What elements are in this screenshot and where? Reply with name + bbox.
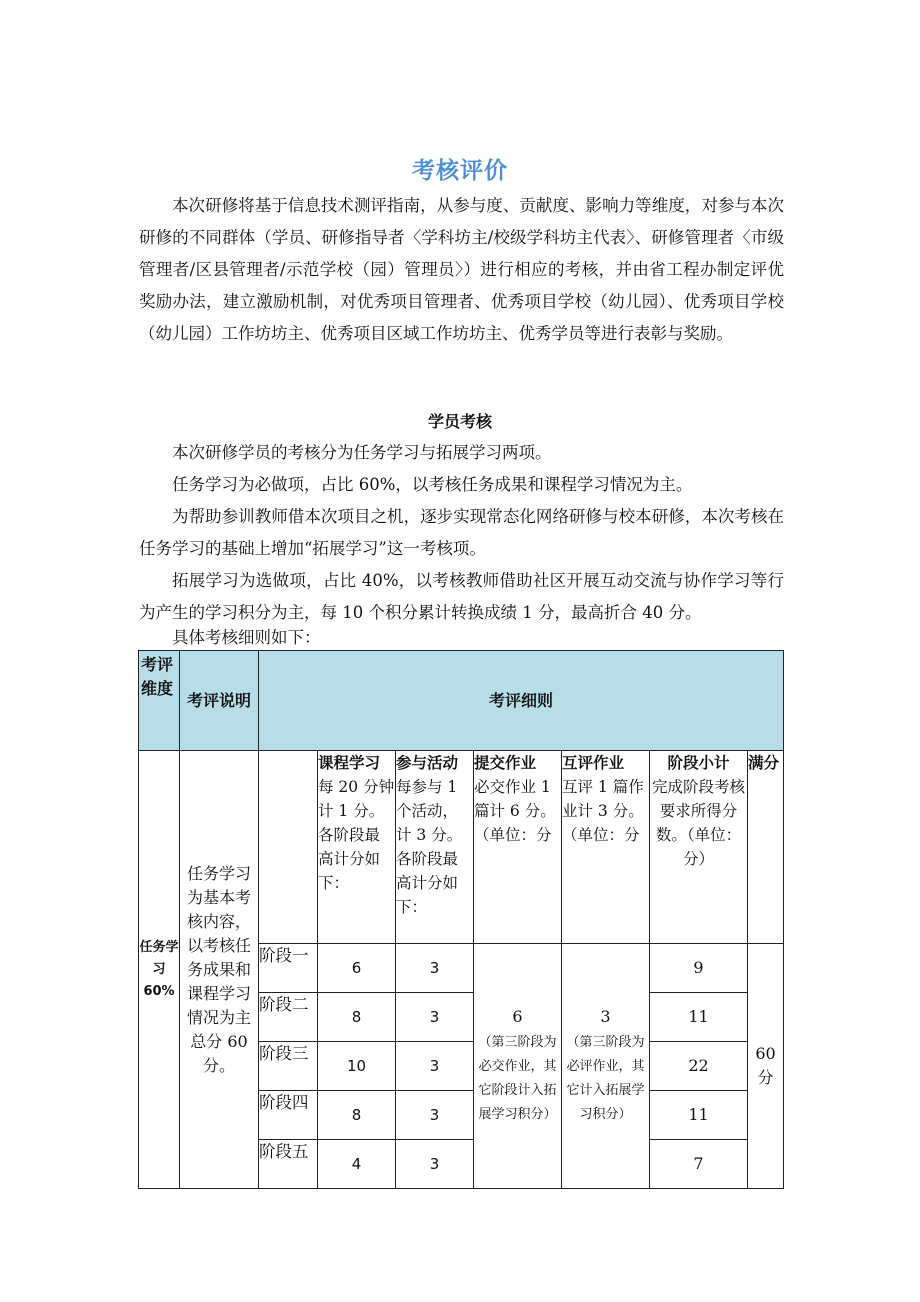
stage-subtotal: 22 [650,1042,748,1091]
description-cell: 任务学习为基本考核内容，以考核任务成果和课程学习情况为主总分 60 分。 [180,751,259,1189]
section-title: 学员考核 [427,412,492,431]
col-peer-body: 互评 1 篇作业计 3 分。（单位：分 [562,778,644,844]
stage-subtotal: 7 [650,1140,748,1189]
intro-paragraph: 本次研修将基于信息技术测评指南，从参与度、贡献度、影响力等维度，对参与本次研修的不同群体（学员、研修指导者〈学科坊主/校级学科坊主代表〉、研修管理者〈市级管理者/区县管理者/示范学校（园）管理员〉）进行相应的考核，并由省工程办制定评优奖励办法，建立激励机制，对优秀项目管理者、优秀项目学校（幼儿园）、优秀项目学校（幼儿园）工作坊坊主、优秀项目区域工作坊坊主、优秀学员等进行表彰与奖励。 [139,196,784,343]
blank-cell [259,751,318,944]
stage-subtotal: 11 [650,1091,748,1140]
table-row [139,751,784,944]
dimension-cell: 任务学习60% [139,751,180,1189]
col-activity [396,751,474,944]
col-course-body: 每 20 分钟计 1 分。各阶段最高计分如下： [318,778,395,892]
stage-label: 阶段二 [259,993,318,1042]
header-dimension: 考评维度 [139,651,180,751]
col-course-name: 课程学习 [318,754,381,772]
col-full: 满分 [748,751,784,944]
full-score-cell: 60 分 [748,944,784,1189]
header-rules: 考评细则 [259,651,784,751]
stage-activity: 3 [396,1140,474,1189]
stage-subtotal: 11 [650,993,748,1042]
homework-cell [474,944,562,1189]
paragraph-detail: 具体考核细则如下： [172,628,321,647]
assessment-table [138,650,784,1189]
col-peer [562,751,650,944]
col-subtotal-body: 完成阶段考核要求所得分数。（单位：分） [651,778,745,868]
stage-activity: 3 [396,993,474,1042]
paragraph-split: 本次研修学员的考核分为任务学习与拓展学习两项。 [172,443,552,462]
stage-activity: 3 [396,1091,474,1140]
col-activity-body: 每参与 1 个活动，计 3 分。各阶段最高计分如下： [396,778,463,916]
col-subtotal [650,751,748,944]
stage-label: 阶段五 [259,1140,318,1189]
stage-course: 4 [318,1140,396,1189]
page-title: 考核评价 [412,158,508,184]
col-homework-body: 必交作业 1 篇计 6 分。（单位：分 [474,778,556,844]
col-homework-name: 提交作业 [474,754,537,772]
homework-note: （第三阶段为必交作业，其它阶段计入拓展学习积分） [478,1035,557,1122]
paragraph-task: 任务学习为必做项，占比 60%，以考核任务成果和课程学习情况为主。 [172,475,693,494]
stage-course: 8 [318,993,396,1042]
stage-label: 阶段一 [259,944,318,993]
col-homework [474,751,562,944]
header-description: 考评说明 [180,651,259,751]
peer-value: 3 [600,1007,611,1026]
stage-course: 8 [318,1091,396,1140]
stage-activity: 3 [396,944,474,993]
stage-course: 6 [318,944,396,993]
stage-label: 阶段四 [259,1091,318,1140]
peer-cell [562,944,650,1189]
stage-label: 阶段三 [259,1042,318,1091]
col-subtotal-name: 阶段小计 [667,754,730,772]
col-activity-name: 参与活动 [396,754,459,772]
col-course [318,751,396,944]
paragraph-extension: 拓展学习为选做项，占比 40%，以考核教师借助社区开展互动交流与协作学习等行为产生的学习积分为主，每 10 个积分累计转换成绩 1 分，最高折合 40 分。 [139,571,784,622]
homework-value: 6 [512,1007,523,1026]
stage-activity: 3 [396,1042,474,1091]
stage-subtotal: 9 [650,944,748,993]
paragraph-help: 为帮助参训教师借本次项目之机，逐步实现常态化网络研修与校本研修，本次考核在任务学习的基础上增加“拓展学习”这一考核项。 [139,507,784,558]
table-header-row [139,651,784,751]
col-peer-name: 互评作业 [562,754,625,772]
peer-note: （第三阶段为必评作业，其它计入拓展学习积分） [566,1035,645,1122]
stage-course: 10 [318,1042,396,1091]
